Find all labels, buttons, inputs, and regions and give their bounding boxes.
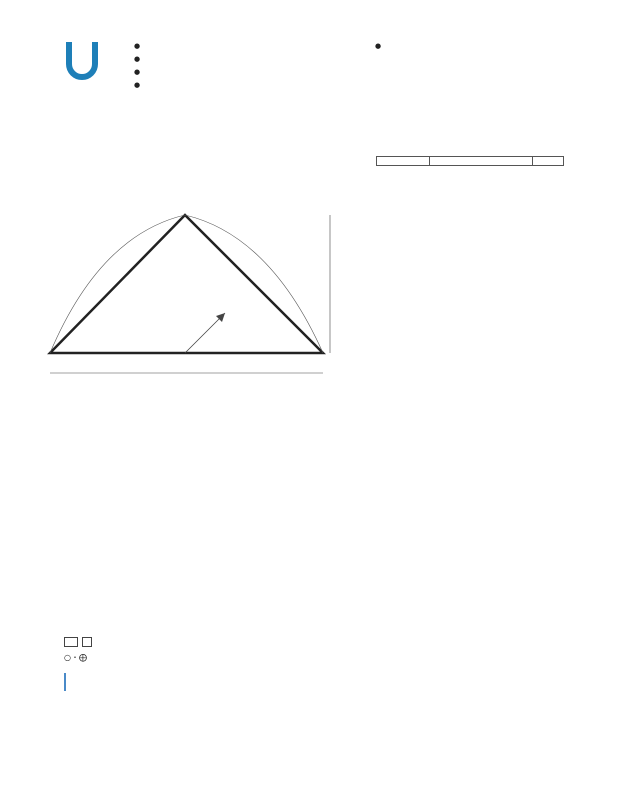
chart-main	[30, 505, 610, 745]
color-table	[376, 156, 564, 166]
empty-cell-icon	[64, 637, 78, 647]
u-logo-icon	[63, 40, 101, 82]
legend-knit	[64, 637, 92, 647]
instructions-section	[375, 41, 637, 54]
color-table-header	[377, 157, 564, 166]
legend	[64, 637, 92, 691]
legend-lemon	[64, 673, 92, 691]
shawl-schematic	[30, 195, 350, 385]
increase-symbol-icon: ○・⨁	[64, 653, 87, 662]
chart-top-strip	[70, 425, 590, 485]
color-table-wrap	[376, 156, 564, 166]
legend-increase	[64, 652, 92, 663]
lemon-wrap-icon	[64, 673, 66, 691]
knit-symbol-icon	[82, 637, 92, 647]
materials-section	[134, 41, 364, 93]
